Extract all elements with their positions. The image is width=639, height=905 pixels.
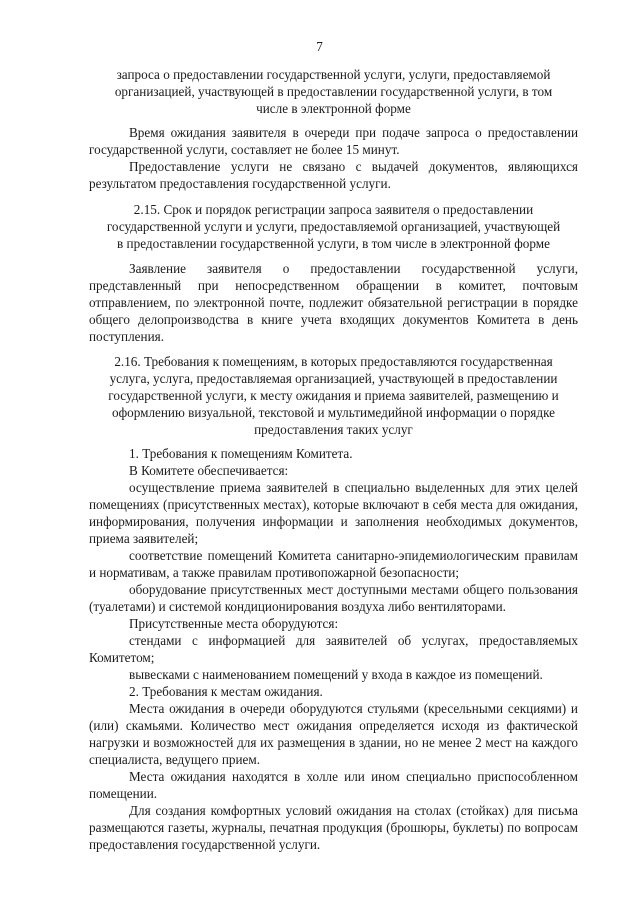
paragraph: Предоставление услуги не связано с выдачей документов, являющихся результатом предоставления государственной услуги.: [89, 159, 578, 191]
paragraph: Места ожидания находятся в холле или ином специально приспособленном помещении.: [89, 769, 578, 801]
paragraph-2-15: [89, 260, 578, 345]
list-item: стендами с информацией для заявителей об услугах, предоставляемых Комитетом;: [89, 633, 578, 665]
list-item: соответствие помещений Комитета санитарно-эпидемиологическим правилам и нормативам, а также правилам противопожарной безопасности;: [89, 548, 578, 580]
heading-line: предоставления таких услуг: [254, 422, 413, 437]
section-heading-2-16: [89, 353, 578, 438]
section-heading-continuation: [89, 66, 578, 117]
paragraph-wait-time: [89, 124, 578, 192]
list-item: оборудование присутственных мест доступными местами общего пользования (туалетами) и системой кондиционирования воздуха либо вентиляторами.: [89, 582, 578, 614]
paragraph: 1. Требования к помещениям Комитета.: [129, 446, 353, 461]
list-item: осуществление приема заявителей в специально выделенных для этих целей помещениях (присутственных местах), которые включают в себя места для ожидания, информирования, получения информации и заполнения необходимых документов, приема заявителей;: [89, 480, 578, 546]
section-heading-2-15: [89, 201, 578, 252]
paragraph: 2. Требования к местам ожидания.: [129, 684, 323, 699]
heading-line: государственной услуги и услуги, предоставляемой организацией, участвующей: [106, 219, 561, 234]
heading-line: запроса о предоставлении государственной услуги, услуги, предоставляемой: [116, 67, 551, 82]
page-number: 7: [316, 39, 323, 54]
section-2-16-body: [89, 445, 578, 853]
heading-line: государственной услуги, к месту ожидания и приема заявителей, размещению и: [108, 388, 559, 403]
paragraph: Присутственные места оборудуются:: [129, 616, 339, 631]
paragraph: Места ожидания в очереди оборудуются стульями (кресельными секциями) и (или) скамьями. Количество мест ожидания определяется исходя из фактической нагрузки и возможностей для их размещения в здании, но не менее 2 мест на каждого специалиста, ведущего прием.: [89, 701, 578, 767]
list-item: вывесками с наименованием помещений у входа в каждое из помещений.: [129, 667, 543, 682]
heading-line: услуга, услуга, предоставляемая организацией, участвующей в предоставлении: [109, 371, 558, 386]
heading-line: числе в электронной форме: [256, 101, 411, 116]
heading-line: организацией, участвующей в предоставлении государственной услуги, в том: [114, 84, 553, 99]
heading-line: 2.15. Срок и порядок регистрации запроса заявителя о предоставлении: [133, 202, 534, 217]
paragraph: Для создания комфортных условий ожидания на столах (стойках) для письма размещаются газеты, журналы, печатная продукция (брошюры, буклеты) по вопросам предоставления государственной услуги.: [89, 803, 578, 852]
heading-line: оформлению визуальной, текстовой и мультимедийной информации о порядке: [111, 405, 556, 420]
heading-line: 2.16. Требования к помещениям, в которых предоставляются государственная: [114, 354, 553, 369]
paragraph: В Комитете обеспечивается:: [129, 463, 289, 478]
paragraph: Время ожидания заявителя в очереди при подаче запроса о предоставлении государственной услуги, составляет не более 15 минут.: [89, 125, 578, 157]
paragraph: Заявление заявителя о предоставлении государственной услуги, представленный при непосредственном обращении в комитет, почтовым отправлением, по электронной почте, подлежит обязательной регистрации в порядке общего делопроизводства в книге учета входящих документов Комитета в день поступления.: [89, 261, 578, 344]
heading-line: в предоставлении государственной услуги, в том числе в электронной форме: [117, 236, 550, 251]
